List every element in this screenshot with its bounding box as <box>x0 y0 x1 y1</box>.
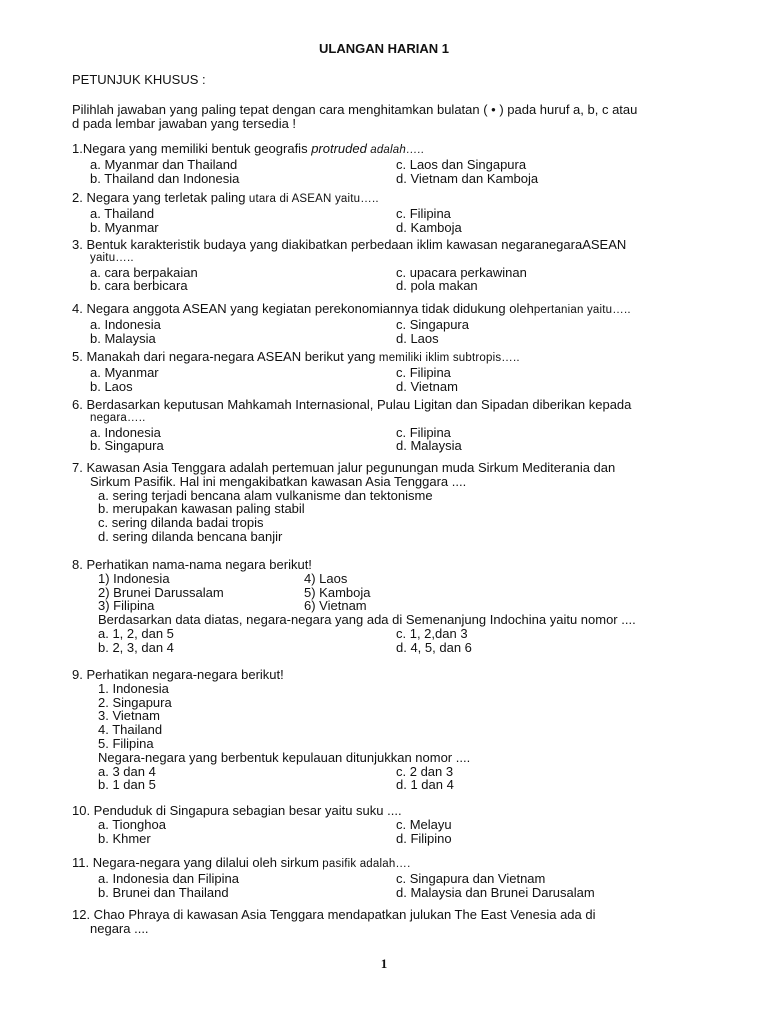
option-a[interactable]: a. Myanmar dan Thailand <box>90 156 238 172</box>
option-c[interactable]: c. Filipina <box>396 205 451 221</box>
option-c[interactable]: c. Melayu <box>396 816 452 832</box>
page-number: 1 <box>380 956 388 971</box>
question-4-text: 4. Negara anggota ASEAN yang kegiatan perekonomiannya tidak didukung olehpertanian yaitu….. <box>72 301 631 316</box>
option-b[interactable]: b. Laos <box>90 378 133 394</box>
option-c[interactable]: c. Laos dan Singapura <box>396 156 527 172</box>
question-5-text: 5. Manakah dari negara-negara ASEAN berikut yang memiliki iklim subtropis….. <box>72 349 520 364</box>
list-item: 2) Brunei Darussalam <box>98 584 224 600</box>
option-b[interactable]: b. 1 dan 5 <box>98 777 156 793</box>
question-5 <box>72 350 712 393</box>
list-item: 1. Indonesia <box>98 680 169 696</box>
question-7-text-cont: Sirkum Pasifik. Hal ini mengakibatkan kawasan Asia Tenggara .... <box>90 473 467 489</box>
option-a[interactable]: a. sering terjadi bencana alam vulkanisme dan tektonisme <box>98 487 433 503</box>
option-d[interactable]: d. Kamboja <box>396 219 462 235</box>
question-12 <box>72 908 712 936</box>
question-3-text-cont: yaitu….. <box>90 251 134 264</box>
question-1-text: 1.Negara yang memiliki bentuk geografis protruded adalah….. <box>72 141 425 156</box>
option-d[interactable]: d. Malaysia dan Brunei Darusalam <box>396 884 595 900</box>
list-item: 5. Filipina <box>98 735 154 751</box>
question-2-text: 2. Negara yang terletak paling utara di ASEAN yaitu….. <box>72 190 379 205</box>
question-12-text: 12. Chao Phraya di kawasan Asia Tenggara mendapatkan julukan The East Venesia ada di <box>72 907 596 922</box>
option-c[interactable]: c. Singapura <box>396 316 469 332</box>
list-item: 4) Laos <box>304 570 348 586</box>
option-c[interactable]: c. 2 dan 3 <box>396 763 454 779</box>
option-d[interactable]: d. Malaysia <box>396 438 462 454</box>
question-3-text: 3. Bentuk karakteristik budaya yang diakibatkan perbedaan iklim kawasan negaranegaraASEAN <box>72 237 627 252</box>
option-d[interactable]: d. Vietnam <box>396 378 458 394</box>
question-9-text: 9. Perhatikan negara-negara berikut! <box>72 667 284 682</box>
option-d[interactable]: d. pola makan <box>396 278 478 294</box>
question-7-text: 7. Kawasan Asia Tenggara adalah pertemuan jalur pegunungan muda Sirkum Mediterania dan <box>72 460 616 475</box>
option-a[interactable]: a. Indonesia <box>90 316 161 332</box>
option-c[interactable]: c. 1, 2,dan 3 <box>396 625 468 641</box>
list-item: 6) Vietnam <box>304 598 367 614</box>
option-a[interactable]: a. Indonesia dan Filipina <box>98 870 239 886</box>
option-d[interactable]: d. Filipino <box>396 830 452 846</box>
list-item: 5) Kamboja <box>304 584 371 600</box>
instructions-line-2: d pada lembar jawaban yang tersedia ! <box>72 116 297 131</box>
option-d[interactable]: d. 4, 5, dan 6 <box>396 639 472 655</box>
question-12-text-cont: negara .... <box>90 920 149 936</box>
question-2 <box>72 191 712 234</box>
option-b[interactable]: b. Khmer <box>98 830 151 846</box>
option-c[interactable]: c. Filipina <box>396 364 451 380</box>
option-a[interactable]: a. Tionghoa <box>98 816 166 832</box>
list-item: 4. Thailand <box>98 722 163 738</box>
question-6-text: 6. Berdasarkan keputusan Mahkamah Internasional, Pulau Ligitan dan Sipadan diberikan kepada <box>72 397 632 412</box>
question-4 <box>72 302 712 345</box>
question-11-text: 11. Negara-negara yang dilalui oleh sirkum pasifik adalah…. <box>72 855 411 870</box>
question-10 <box>72 804 712 845</box>
option-a[interactable]: a. cara berpakaian <box>90 264 198 280</box>
question-8-text: 8. Perhatikan nama-nama negara berikut! <box>72 557 312 572</box>
question-6 <box>72 398 712 453</box>
instructions-heading: PETUNJUK KHUSUS : <box>72 72 206 87</box>
option-b[interactable]: b. Brunei dan Thailand <box>98 884 229 900</box>
option-d[interactable]: d. 1 dan 4 <box>396 777 454 793</box>
answer-row <box>72 172 712 186</box>
question-8 <box>72 558 712 655</box>
page-title: ULANGAN HARIAN 1 <box>319 41 449 56</box>
option-a[interactable]: a. Myanmar <box>90 364 159 380</box>
option-b[interactable]: b. cara berbicara <box>90 278 188 294</box>
option-a[interactable]: a. 1, 2, dan 5 <box>98 625 174 641</box>
question-10-text: 10. Penduduk di Singapura sebagian besar yaitu suku .... <box>72 803 402 818</box>
question-11 <box>72 856 712 899</box>
question-1 <box>72 142 712 185</box>
option-a[interactable]: a. Indonesia <box>90 424 161 440</box>
list-item: 3. Vietnam <box>98 708 160 724</box>
option-b[interactable]: b. Myanmar <box>90 219 159 235</box>
option-a[interactable]: a. Thailand <box>90 205 155 221</box>
list-item: 2. Singapura <box>98 694 172 710</box>
option-d[interactable]: d. sering dilanda bencana banjir <box>98 528 283 544</box>
list-item: 1) Indonesia <box>98 570 170 586</box>
option-d[interactable]: d. Laos <box>396 330 439 346</box>
option-c[interactable]: c. sering dilanda badai tropis <box>98 515 264 531</box>
list-item: 3) Filipina <box>98 598 155 614</box>
question-9-text-cont: Negara-negara yang berbentuk kepulauan ditunjukkan nomor .... <box>98 749 471 765</box>
question-9 <box>72 668 712 792</box>
option-b[interactable]: b. Malaysia <box>90 330 156 346</box>
option-c[interactable]: c. upacara perkawinan <box>396 264 527 280</box>
answer-row <box>72 158 712 172</box>
option-b[interactable]: b. Thailand dan Indonesia <box>90 170 240 186</box>
question-3 <box>72 238 712 293</box>
option-b[interactable]: b. 2, 3, dan 4 <box>98 639 174 655</box>
question-6-text-cont: negara….. <box>90 411 146 424</box>
instructions-line-1: Pilihlah jawaban yang paling tepat dengan cara menghitamkan bulatan ( • ) pada huruf a, b, c atau <box>72 102 638 117</box>
question-8-text-cont: Berdasarkan data diatas, negara-negara yang ada di Semenanjung Indochina yaitu nomor .... <box>98 612 636 628</box>
option-c[interactable]: c. Singapura dan Vietnam <box>396 870 546 886</box>
option-b[interactable]: b. Singapura <box>90 438 164 454</box>
option-c[interactable]: c. Filipina <box>396 424 451 440</box>
option-a[interactable]: a. 3 dan 4 <box>98 763 156 779</box>
option-b[interactable]: b. merupakan kawasan paling stabil <box>98 501 305 517</box>
option-d[interactable]: d. Vietnam dan Kamboja <box>396 170 539 186</box>
question-7 <box>72 461 712 544</box>
